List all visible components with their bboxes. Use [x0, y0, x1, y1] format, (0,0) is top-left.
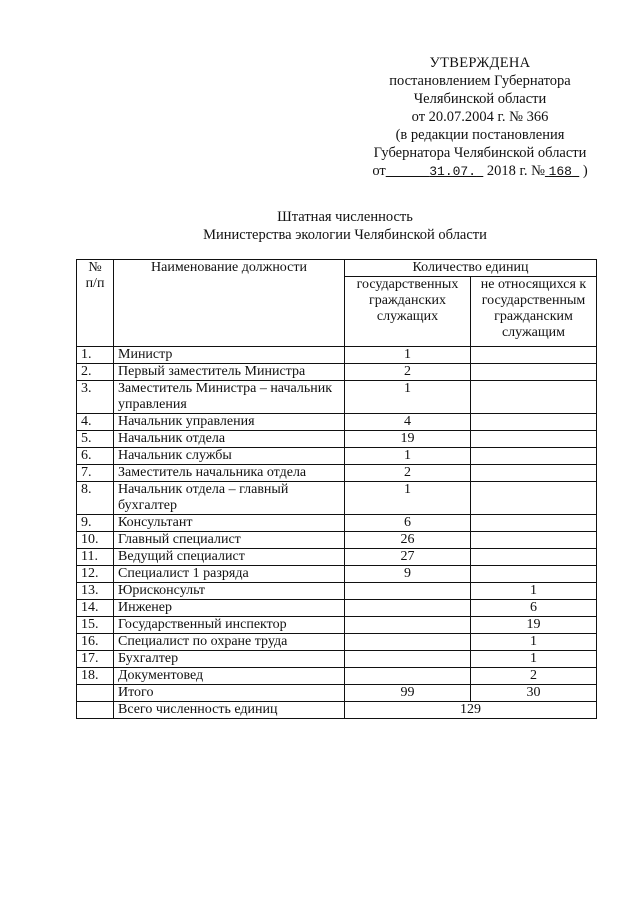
row-noncivil-count	[471, 482, 597, 515]
row-civil-count	[345, 617, 471, 634]
row-position: Заместитель начальника отдела	[114, 465, 345, 482]
table-row	[77, 532, 597, 549]
row-civil-count	[345, 651, 471, 668]
row-civil-count: 1	[345, 482, 471, 515]
grand-total-value: 129	[345, 702, 597, 719]
close-paren: )	[582, 163, 588, 179]
row-civil-count: 19	[345, 431, 471, 448]
table-row	[77, 364, 597, 381]
row-num: 17.	[77, 651, 114, 668]
header-civil: государственных гражданских служащих	[345, 277, 471, 347]
row-position: Юрисконсульт	[114, 583, 345, 600]
row-noncivil-count	[471, 347, 597, 364]
row-civil-count	[345, 600, 471, 617]
row-position: Бухгалтер	[114, 651, 345, 668]
table-row	[77, 549, 597, 566]
number-value: 168	[548, 164, 572, 179]
row-civil-count: 9	[345, 566, 471, 583]
grand-total-num-cell	[77, 702, 114, 719]
row-num: 1.	[77, 347, 114, 364]
row-position: Начальник управления	[114, 414, 345, 431]
row-civil-count	[345, 668, 471, 685]
row-position: Государственный инспектор	[114, 617, 345, 634]
table-row	[77, 617, 597, 634]
row-civil-count: 26	[345, 532, 471, 549]
date-field	[386, 163, 484, 179]
row-civil-count	[345, 583, 471, 600]
title-line-1: Штатная численность	[277, 209, 413, 225]
table-row	[77, 515, 597, 532]
row-position: Специалист 1 разряда	[114, 566, 345, 583]
table-row	[77, 634, 597, 651]
row-position: Начальник службы	[114, 448, 345, 465]
row-num: 14.	[77, 600, 114, 617]
approval-line-2: Челябинской области	[413, 91, 547, 107]
table-row	[77, 651, 597, 668]
row-position: Ведущий специалист	[114, 549, 345, 566]
row-position: Документовед	[114, 668, 345, 685]
table-row	[77, 431, 597, 448]
row-noncivil-count: 2	[471, 668, 597, 685]
row-noncivil-count	[471, 431, 597, 448]
table-row	[77, 583, 597, 600]
approval-date-line	[330, 162, 630, 181]
row-civil-count: 1	[345, 381, 471, 414]
row-position: Инженер	[114, 600, 345, 617]
row-noncivil-count	[471, 414, 597, 431]
row-num: 8.	[77, 482, 114, 515]
approval-line-3: от 20.07.2004 г. № 366	[411, 109, 549, 125]
row-num: 6.	[77, 448, 114, 465]
table-row	[77, 347, 597, 364]
table-row	[77, 465, 597, 482]
row-position: Первый заместитель Министра	[114, 364, 345, 381]
row-noncivil-count	[471, 381, 597, 414]
row-num: 16.	[77, 634, 114, 651]
row-noncivil-count	[471, 549, 597, 566]
row-num: 15.	[77, 617, 114, 634]
year-text: 2018 г. №	[486, 163, 545, 179]
number-field	[545, 163, 579, 179]
from-label: от	[372, 163, 386, 179]
row-civil-count: 27	[345, 549, 471, 566]
row-civil-count: 2	[345, 364, 471, 381]
row-num: 5.	[77, 431, 114, 448]
row-civil-count: 4	[345, 414, 471, 431]
row-num: 11.	[77, 549, 114, 566]
row-num: 2.	[77, 364, 114, 381]
row-position: Заместитель Министра – начальник управления	[114, 381, 345, 414]
row-num: 7.	[77, 465, 114, 482]
row-noncivil-count: 1	[471, 651, 597, 668]
row-position: Консультант	[114, 515, 345, 532]
row-position: Начальник отдела	[114, 431, 345, 448]
total-num-cell	[77, 685, 114, 702]
header-count: Количество единиц	[345, 260, 597, 277]
title-line-2: Министерства экологии Челябинской области	[203, 227, 487, 243]
header-num: № п/п	[77, 260, 114, 347]
table-row	[77, 448, 597, 465]
row-noncivil-count	[471, 448, 597, 465]
row-noncivil-count	[471, 465, 597, 482]
row-civil-count: 1	[345, 448, 471, 465]
approval-block	[330, 54, 630, 181]
row-noncivil-count	[471, 364, 597, 381]
total-row	[77, 685, 597, 702]
row-civil-count: 1	[345, 347, 471, 364]
row-position: Министр	[114, 347, 345, 364]
row-civil-count: 2	[345, 465, 471, 482]
total-noncivil: 30	[471, 685, 597, 702]
row-position: Начальник отдела – главный бухгалтер	[114, 482, 345, 515]
row-noncivil-count: 1	[471, 634, 597, 651]
row-num: 13.	[77, 583, 114, 600]
row-num: 18.	[77, 668, 114, 685]
table-row	[77, 414, 597, 431]
table-row	[77, 668, 597, 685]
approval-line-4: (в редакции постановления	[395, 127, 565, 143]
row-position: Главный специалист	[114, 532, 345, 549]
row-noncivil-count	[471, 532, 597, 549]
table-row	[77, 600, 597, 617]
total-civil: 99	[345, 685, 471, 702]
row-noncivil-count	[471, 515, 597, 532]
row-num: 4.	[77, 414, 114, 431]
row-noncivil-count: 19	[471, 617, 597, 634]
row-num: 9.	[77, 515, 114, 532]
row-civil-count	[345, 634, 471, 651]
row-noncivil-count: 6	[471, 600, 597, 617]
table-row	[77, 482, 597, 515]
document-title	[0, 208, 640, 244]
approval-line-5: Губернатора Челябинской области	[373, 145, 587, 161]
total-label: Итого	[114, 685, 345, 702]
grand-total-label: Всего численность единиц	[114, 702, 345, 719]
staff-table	[76, 259, 597, 719]
date-value: 31.07.	[429, 164, 477, 179]
table-row	[77, 566, 597, 583]
row-num: 10.	[77, 532, 114, 549]
row-position: Специалист по охране труда	[114, 634, 345, 651]
row-noncivil-count: 1	[471, 583, 597, 600]
approval-line-1: постановлением Губернатора	[389, 73, 571, 89]
header-row	[77, 260, 597, 277]
header-position: Наименование должности	[114, 260, 345, 347]
table-row	[77, 381, 597, 414]
row-num: 12.	[77, 566, 114, 583]
row-num: 3.	[77, 381, 114, 414]
table-body	[77, 347, 597, 685]
row-civil-count: 6	[345, 515, 471, 532]
grand-total-row	[77, 702, 597, 719]
header-noncivil: не относящихся к государственным гражданским служащим	[471, 277, 597, 347]
row-noncivil-count	[471, 566, 597, 583]
approval-heading: УТВЕРЖДЕНА	[429, 55, 531, 71]
